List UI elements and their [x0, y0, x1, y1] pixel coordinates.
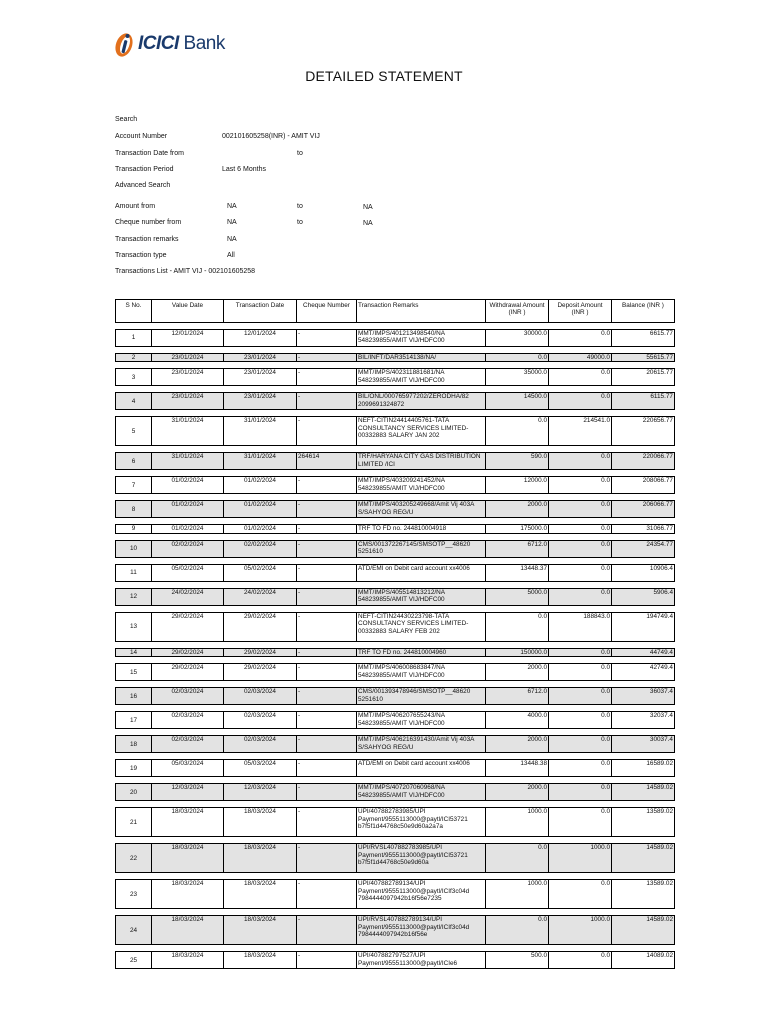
cell-withdrawal: 12000.0	[486, 477, 549, 494]
cell-withdrawal: 4000.0	[486, 712, 549, 729]
cell-deposit: 0.0	[549, 664, 612, 681]
cell-cheque-number: -	[297, 564, 357, 581]
cell-value-date: 24/02/2024	[152, 588, 224, 605]
table-row	[116, 417, 675, 446]
table-row	[116, 354, 675, 362]
cell-transaction-date: 01/02/2024	[224, 501, 297, 518]
table-row	[116, 588, 675, 605]
cell-transaction-remarks: NEFT-CITIN24414405761-TATA CONSULTANCY SERVICES LIMITED-00332883 SALARY JAN 202	[357, 417, 486, 446]
cell-transaction-date: 31/01/2024	[224, 453, 297, 470]
cell-sno: 22	[116, 844, 152, 873]
cell-withdrawal: 175000.0	[486, 525, 549, 533]
cheque-to-value: NA	[363, 220, 373, 227]
cell-value-date: 02/02/2024	[152, 540, 224, 557]
cell-deposit: 0.0	[549, 648, 612, 656]
cell-transaction-date: 05/02/2024	[224, 564, 297, 581]
cell-balance: 14589.02	[612, 784, 675, 801]
cell-cheque-number: -	[297, 736, 357, 753]
cell-cheque-number: -	[297, 417, 357, 446]
table-row	[116, 564, 675, 581]
cell-value-date: 01/02/2024	[152, 477, 224, 494]
cell-transaction-date: 12/01/2024	[224, 330, 297, 347]
cell-deposit: 0.0	[549, 760, 612, 777]
cell-transaction-remarks: BIL/ONL/000765977202/ZERODHA/82 2099691324872	[357, 393, 486, 410]
cell-sno: 1	[116, 330, 152, 347]
cell-deposit: 0.0	[549, 393, 612, 410]
cell-deposit: 0.0	[549, 712, 612, 729]
cell-transaction-remarks: TRF/HARYANA CITY GAS DISTRIBUTION LIMITED /ICI	[357, 453, 486, 470]
account-number-value: 002101605258(INR) - AMIT VIJ	[222, 133, 320, 140]
cell-sno: 3	[116, 369, 152, 386]
cell-sno: 4	[116, 393, 152, 410]
cell-value-date: 31/01/2024	[152, 453, 224, 470]
cell-sno: 13	[116, 612, 152, 641]
cheque-number-label: Cheque number from	[115, 219, 182, 226]
cell-cheque-number: -	[297, 648, 357, 656]
cell-cheque-number: 264614	[297, 453, 357, 470]
amount-from-value: NA	[227, 203, 237, 210]
cell-sno: 9	[116, 525, 152, 533]
table-row	[116, 369, 675, 386]
search-label: Search	[115, 116, 138, 123]
cell-sno: 5	[116, 417, 152, 446]
cell-balance: 24354.77	[612, 540, 675, 557]
cell-transaction-remarks: MMT/IMPS/403209241452/NA 548239855/AMIT VIJ/HDFC00	[357, 477, 486, 494]
advanced-search-label: Advanced Search	[115, 182, 171, 189]
cell-deposit: 0.0	[549, 588, 612, 605]
cell-sno: 6	[116, 453, 152, 470]
cell-cheque-number: -	[297, 880, 357, 909]
cell-cheque-number: -	[297, 354, 357, 362]
table-row	[116, 540, 675, 557]
cell-balance: 44749.4	[612, 648, 675, 656]
cell-transaction-remarks: UPI/RVSL407882789134/UPI Payment/9555113000@paytl/ICIf3c04d 7984444097942b16f56e	[357, 916, 486, 945]
cell-transaction-remarks: CMS/001372267145/SMSOTP__48620 5251610	[357, 540, 486, 557]
cell-sno: 14	[116, 648, 152, 656]
cell-balance: 220656.77	[612, 417, 675, 446]
cell-transaction-remarks: MMT/IMPS/402311881681/NA 548239855/AMIT VIJ/HDFC00	[357, 369, 486, 386]
cell-balance: 36037.4	[612, 688, 675, 705]
cell-deposit: 0.0	[549, 369, 612, 386]
cell-withdrawal: 0.0	[486, 916, 549, 945]
cell-cheque-number: -	[297, 784, 357, 801]
cell-deposit: 214541.0	[549, 417, 612, 446]
cell-deposit: 0.0	[549, 784, 612, 801]
cell-sno: 16	[116, 688, 152, 705]
cell-transaction-date: 24/02/2024	[224, 588, 297, 605]
cell-value-date: 18/03/2024	[152, 880, 224, 909]
cell-sno: 21	[116, 808, 152, 837]
cell-withdrawal: 0.0	[486, 417, 549, 446]
cell-withdrawal: 2000.0	[486, 736, 549, 753]
table-row	[116, 501, 675, 518]
cell-value-date: 18/03/2024	[152, 844, 224, 873]
cell-cheque-number: -	[297, 369, 357, 386]
cell-value-date: 05/02/2024	[152, 564, 224, 581]
table-row	[116, 952, 675, 969]
cell-transaction-remarks: MMT/IMPS/406008683847/NA 548239855/AMIT VIJ/HDFC00	[357, 664, 486, 681]
table-row	[116, 760, 675, 777]
cell-withdrawal: 0.0	[486, 354, 549, 362]
cell-transaction-remarks: TRF TO FD no. 244810004918	[357, 525, 486, 533]
icici-logo-icon	[114, 30, 136, 58]
table-header-row	[116, 300, 675, 323]
column-header-cheque-number: Cheque Number	[297, 300, 357, 323]
cheque-to-label: to	[297, 219, 303, 226]
cheque-from-value: NA	[227, 219, 237, 226]
cell-deposit: 0.0	[549, 880, 612, 909]
table-row	[116, 736, 675, 753]
icici-logo	[114, 28, 225, 60]
cell-withdrawal: 5000.0	[486, 588, 549, 605]
cell-transaction-remarks: BIL/INFT/DAR3514138/NA/	[357, 354, 486, 362]
cell-value-date: 02/03/2024	[152, 688, 224, 705]
cell-withdrawal: 150000.0	[486, 648, 549, 656]
cell-transaction-remarks: CMS/001393478946/SMSOTP__48620 5251610	[357, 688, 486, 705]
cell-value-date: 01/02/2024	[152, 525, 224, 533]
cell-withdrawal: 2000.0	[486, 501, 549, 518]
cell-transaction-date: 29/02/2024	[224, 612, 297, 641]
cell-transaction-date: 18/03/2024	[224, 844, 297, 873]
cell-balance: 14589.02	[612, 916, 675, 945]
cell-cheque-number: -	[297, 477, 357, 494]
cell-balance: 194749.4	[612, 612, 675, 641]
cell-withdrawal: 30000.0	[486, 330, 549, 347]
cell-value-date: 29/02/2024	[152, 648, 224, 656]
cell-withdrawal: 500.0	[486, 952, 549, 969]
cell-deposit: 0.0	[549, 736, 612, 753]
cell-value-date: 23/01/2024	[152, 393, 224, 410]
cell-sno: 23	[116, 880, 152, 909]
cell-transaction-date: 05/03/2024	[224, 760, 297, 777]
table-row	[116, 453, 675, 470]
cell-balance: 31066.77	[612, 525, 675, 533]
cell-transaction-remarks: UPI/407882789134/UPI Payment/9555113000@paytl/ICIf3c04d 7984444097942b16f56e7235	[357, 880, 486, 909]
cell-withdrawal: 2000.0	[486, 784, 549, 801]
cell-deposit: 0.0	[549, 453, 612, 470]
cell-balance: 20615.77	[612, 369, 675, 386]
cell-balance: 32037.4	[612, 712, 675, 729]
column-header-withdrawal: Withdrawal Amount (INR )	[486, 300, 549, 323]
cell-balance: 6115.77	[612, 393, 675, 410]
cell-balance: 6615.77	[612, 330, 675, 347]
cell-transaction-remarks: ATD/EMI on Debit card account xx4006	[357, 760, 486, 777]
cell-value-date: 23/01/2024	[152, 354, 224, 362]
cell-transaction-remarks: UPI/407882797527/UPI Payment/9555113000@paytl/ICIe6	[357, 952, 486, 969]
cell-deposit: 1000.0	[549, 844, 612, 873]
cell-deposit: 0.0	[549, 564, 612, 581]
table-row	[116, 330, 675, 347]
transaction-period-value: Last 6 Months	[222, 166, 266, 173]
cell-sno: 20	[116, 784, 152, 801]
cell-withdrawal: 6712.0	[486, 540, 549, 557]
cell-cheque-number: -	[297, 501, 357, 518]
transaction-date-from-label: Transaction Date from	[115, 150, 184, 157]
cell-transaction-remarks: TRF TO FD no. 244810004960	[357, 648, 486, 656]
cell-balance: 55615.77	[612, 354, 675, 362]
cell-cheque-number: -	[297, 688, 357, 705]
cell-cheque-number: -	[297, 916, 357, 945]
cell-transaction-date: 01/02/2024	[224, 525, 297, 533]
transactions-list-label: Transactions List - AMIT VIJ - 002101605258	[115, 268, 256, 275]
cell-deposit: 0.0	[549, 525, 612, 533]
cell-transaction-date: 29/02/2024	[224, 664, 297, 681]
cell-transaction-date: 23/01/2024	[224, 354, 297, 362]
account-number-label: Account Number	[115, 133, 168, 140]
cell-cheque-number: -	[297, 330, 357, 347]
transactions-table	[115, 299, 675, 975]
cell-cheque-number: -	[297, 808, 357, 837]
cell-value-date: 29/02/2024	[152, 612, 224, 641]
cell-sno: 7	[116, 477, 152, 494]
cell-withdrawal: 6712.0	[486, 688, 549, 705]
cell-value-date: 18/03/2024	[152, 808, 224, 837]
cell-balance: 220066.77	[612, 453, 675, 470]
cell-transaction-date: 23/01/2024	[224, 393, 297, 410]
cell-cheque-number: -	[297, 760, 357, 777]
column-header-transaction-remarks: Transaction Remarks	[357, 300, 486, 323]
cell-sno: 10	[116, 540, 152, 557]
cell-transaction-date: 23/01/2024	[224, 369, 297, 386]
cell-transaction-remarks: MMT/IMPS/407207060968/NA 548239855/AMIT VIJ/HDFC00	[357, 784, 486, 801]
cell-value-date: 18/03/2024	[152, 916, 224, 945]
amount-to-label: to	[297, 203, 303, 210]
cell-transaction-remarks: ATD/EMI on Debit card account xx4006	[357, 564, 486, 581]
cell-deposit: 0.0	[549, 540, 612, 557]
cell-transaction-remarks: MMT/IMPS/401213498540/NA 548239855/AMIT VIJ/HDFC00	[357, 330, 486, 347]
cell-transaction-remarks: UPI/RVSL407882783985/UPI Payment/9555113000@paytl/ICI53721 b7f5f1d44768c50e9d60a	[357, 844, 486, 873]
cell-balance: 42749.4	[612, 664, 675, 681]
cell-sno: 8	[116, 501, 152, 518]
cell-transaction-date: 12/03/2024	[224, 784, 297, 801]
cell-balance: 14089.02	[612, 952, 675, 969]
cell-cheque-number: -	[297, 588, 357, 605]
cell-withdrawal: 14500.0	[486, 393, 549, 410]
cell-value-date: 23/01/2024	[152, 369, 224, 386]
cell-value-date: 12/01/2024	[152, 330, 224, 347]
cell-cheque-number: -	[297, 844, 357, 873]
cell-deposit: 0.0	[549, 330, 612, 347]
column-header-deposit: Deposit Amount (INR )	[549, 300, 612, 323]
table-row	[116, 664, 675, 681]
cell-balance: 10906.4	[612, 564, 675, 581]
cell-transaction-date: 01/02/2024	[224, 477, 297, 494]
cell-transaction-date: 02/03/2024	[224, 736, 297, 753]
cell-cheque-number: -	[297, 525, 357, 533]
cell-withdrawal: 35000.0	[486, 369, 549, 386]
cell-transaction-date: 18/03/2024	[224, 952, 297, 969]
transaction-period-label: Transaction Period	[115, 166, 174, 173]
table-row	[116, 648, 675, 656]
transaction-remarks-label: Transaction remarks	[115, 236, 179, 243]
cell-value-date: 29/02/2024	[152, 664, 224, 681]
cell-deposit: 0.0	[549, 952, 612, 969]
cell-cheque-number: -	[297, 664, 357, 681]
cell-transaction-date: 02/03/2024	[224, 712, 297, 729]
transaction-type-label: Transaction type	[115, 252, 167, 259]
cell-cheque-number: -	[297, 952, 357, 969]
cell-value-date: 01/02/2024	[152, 501, 224, 518]
cell-deposit: 188843.0	[549, 612, 612, 641]
cell-deposit: 49000.0	[549, 354, 612, 362]
cell-withdrawal: 0.0	[486, 612, 549, 641]
table-row	[116, 784, 675, 801]
cell-deposit: 0.0	[549, 501, 612, 518]
cell-sno: 2	[116, 354, 152, 362]
amount-from-label: Amount from	[115, 203, 156, 210]
cell-cheque-number: -	[297, 540, 357, 557]
cell-value-date: 02/03/2024	[152, 712, 224, 729]
column-header-transaction-date: Transaction Date	[224, 300, 297, 323]
cell-balance: 16589.02	[612, 760, 675, 777]
cell-sno: 15	[116, 664, 152, 681]
table-row	[116, 712, 675, 729]
cell-transaction-date: 31/01/2024	[224, 417, 297, 446]
column-header-sno: S No.	[116, 300, 152, 323]
cell-withdrawal: 13448.37	[486, 564, 549, 581]
cell-withdrawal: 0.0	[486, 844, 549, 873]
column-header-balance: Balance (INR )	[612, 300, 675, 323]
cell-cheque-number: -	[297, 612, 357, 641]
cell-balance: 13589.02	[612, 880, 675, 909]
cell-sno: 24	[116, 916, 152, 945]
table-row	[116, 612, 675, 641]
cell-transaction-remarks: MMT/IMPS/403205249668/Amit Vij 403A S/SAHYOG REG/U	[357, 501, 486, 518]
table-row	[116, 916, 675, 945]
transaction-remarks-value: NA	[227, 236, 237, 243]
cell-transaction-date: 18/03/2024	[224, 808, 297, 837]
cell-cheque-number: -	[297, 393, 357, 410]
cell-balance: 14589.02	[612, 844, 675, 873]
cell-value-date: 12/03/2024	[152, 784, 224, 801]
transaction-date-to-label: to	[297, 150, 303, 157]
cell-balance: 5906.4	[612, 588, 675, 605]
transaction-type-value: All	[227, 252, 235, 259]
cell-transaction-date: 02/03/2024	[224, 688, 297, 705]
cell-transaction-date: 18/03/2024	[224, 880, 297, 909]
cell-transaction-remarks: MMT/IMPS/406216391430/Amit Vij 403A S/SAHYOG REG/U	[357, 736, 486, 753]
cell-deposit: 1000.0	[549, 916, 612, 945]
cell-transaction-remarks: MMT/IMPS/405514813212/NA 548239855/AMIT VIJ/HDFC00	[357, 588, 486, 605]
cell-withdrawal: 13448.38	[486, 760, 549, 777]
table-row	[116, 688, 675, 705]
table-row	[116, 808, 675, 837]
cell-sno: 11	[116, 564, 152, 581]
cell-deposit: 0.0	[549, 688, 612, 705]
cell-deposit: 0.0	[549, 477, 612, 494]
cell-sno: 12	[116, 588, 152, 605]
cell-value-date: 05/03/2024	[152, 760, 224, 777]
table-row	[116, 844, 675, 873]
cell-value-date: 02/03/2024	[152, 736, 224, 753]
cell-balance: 30037.4	[612, 736, 675, 753]
cell-transaction-remarks: UPI/407882783985/UPI Payment/9555113000@paytl/ICI53721 b7f5f1d44768c50e9d60a2a7a	[357, 808, 486, 837]
cell-sno: 18	[116, 736, 152, 753]
cell-balance: 206066.77	[612, 501, 675, 518]
cell-value-date: 31/01/2024	[152, 417, 224, 446]
table-row	[116, 477, 675, 494]
cell-withdrawal: 1000.0	[486, 808, 549, 837]
cell-withdrawal: 2000.0	[486, 664, 549, 681]
cell-deposit: 0.0	[549, 808, 612, 837]
cell-transaction-date: 18/03/2024	[224, 916, 297, 945]
cell-withdrawal: 1000.0	[486, 880, 549, 909]
cell-transaction-date: 02/02/2024	[224, 540, 297, 557]
cell-withdrawal: 590.0	[486, 453, 549, 470]
column-header-value-date: Value Date	[152, 300, 224, 323]
cell-balance: 13589.02	[612, 808, 675, 837]
cell-transaction-date: 29/02/2024	[224, 648, 297, 656]
table-row	[116, 393, 675, 410]
cell-sno: 19	[116, 760, 152, 777]
brand-name: ICICI Bank	[138, 33, 225, 54]
amount-to-value: NA	[363, 204, 373, 211]
cell-balance: 208066.77	[612, 477, 675, 494]
cell-sno: 25	[116, 952, 152, 969]
cell-sno: 17	[116, 712, 152, 729]
cell-cheque-number: -	[297, 712, 357, 729]
table-row	[116, 880, 675, 909]
page-title: DETAILED STATEMENT	[305, 68, 463, 84]
cell-transaction-remarks: NEFT-CITIN24430223798-TATA CONSULTANCY SERVICES LIMITED-00332883 SALARY FEB 202	[357, 612, 486, 641]
table-row	[116, 525, 675, 533]
cell-value-date: 18/03/2024	[152, 952, 224, 969]
cell-transaction-remarks: MMT/IMPS/406207655243/NA 548239855/AMIT VIJ/HDFC00	[357, 712, 486, 729]
